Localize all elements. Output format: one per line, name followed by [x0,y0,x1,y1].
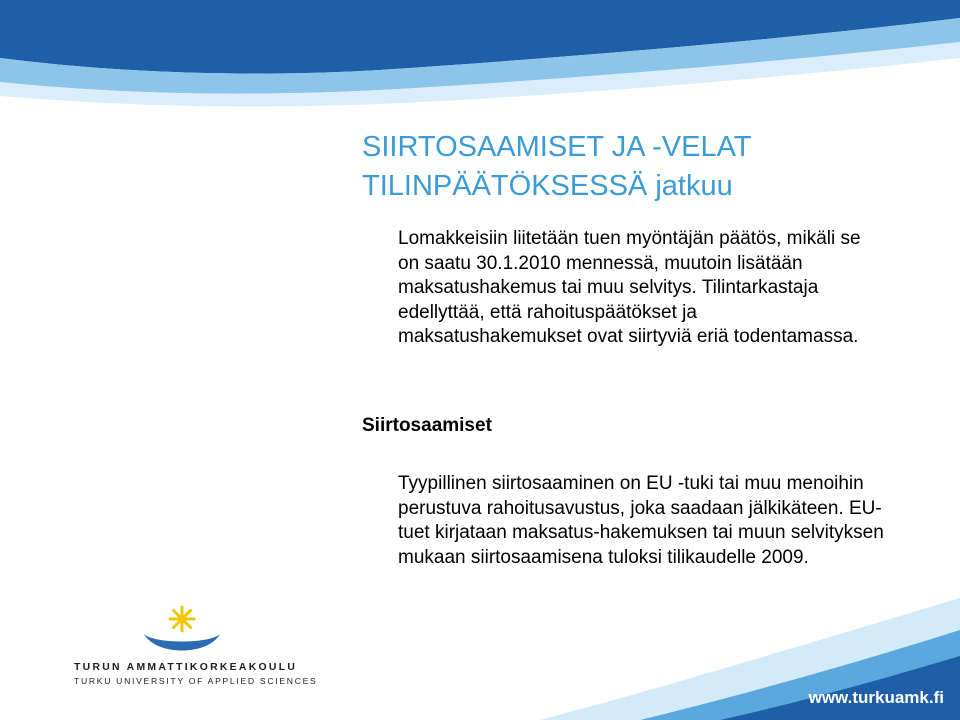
website-link[interactable]: www.turkuamk.fi [808,688,944,707]
paragraph-attachments: Lomakkeisiin liitetään tuen myöntäjän päätös, mikäli se on saatu 30.1.2010 mennessä, muutoin lisätään maksatushakemus tai muu selvitys. Tilintarkastaja edellyttää, että rahoituspäätökset ja maksatushakemukset ovat siirtyviä eriä todentamassa. [398,228,861,347]
section-heading: Siirtosaamiset [362,415,492,436]
logo-text-finnish: TURUN AMMATTIKORKEAKOULU [74,662,298,673]
turku-amk-logo [74,604,318,686]
slide-title [362,128,922,206]
logo-text-english: TURKU UNIVERSITY OF APPLIED SCIENCES [74,676,318,686]
paragraph-receivables: Tyypillinen siirtosaaminen on EU -tuki tai muu menoihin perustuva rahoitusavustus, joka saadaan jälkikäteen. EU-tuet kirjataan maksatus-hakemuksen tai muun selvityksen mukaan siirtosaamisena tuloksi tilikaudelle 2009. [398,473,884,568]
title-line-2: TILINPÄÄTÖKSESSÄ jatkuu [362,170,733,202]
sun-bowl-logo-icon [140,604,224,658]
top-wave-decoration [0,0,960,110]
title-line-1: SIIRTOSAAMISET JA -VELAT [362,131,752,163]
